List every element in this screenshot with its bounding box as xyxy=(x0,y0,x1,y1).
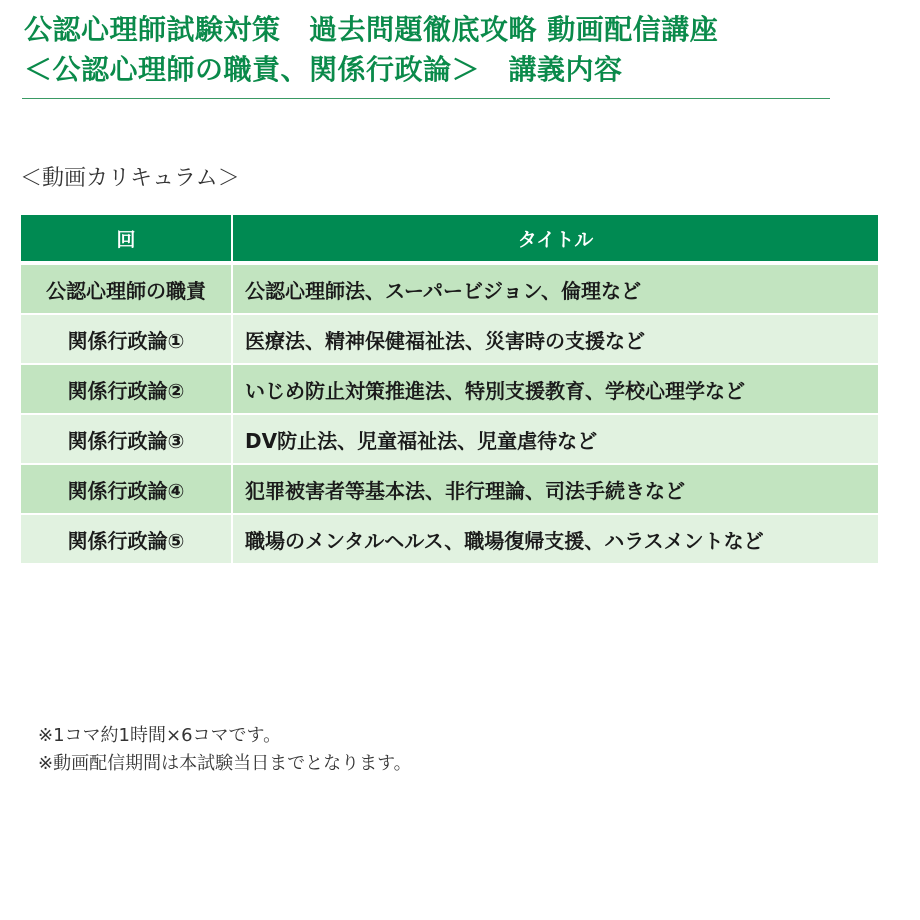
round-cell: 関係行政論② xyxy=(21,365,233,415)
table-row xyxy=(21,315,878,365)
title-line-course: 公認心理師試験対策 過去問題徹底攻略 動画配信講座 xyxy=(24,13,719,46)
round-cell: 公認心理師の職責 xyxy=(21,265,233,315)
round-cell: 関係行政論③ xyxy=(21,415,233,465)
table-row xyxy=(21,465,878,515)
title-line-subject: ＜公認心理師の職責、関係行政論＞ 講義内容 xyxy=(24,53,623,86)
footnote-streaming-period: ※動画配信期間は本試験当日までとなります。 xyxy=(38,753,412,774)
round-cell: 関係行政論① xyxy=(21,315,233,365)
topic-cell: 医療法、精神保健福祉法、災害時の支援など xyxy=(233,315,878,365)
column-header-round: 回 xyxy=(21,215,233,265)
curriculum-heading: ＜動画カリキュラム＞ xyxy=(20,166,240,191)
topic-cell: DV防止法、児童福祉法、児童虐待など xyxy=(233,415,878,465)
table-header-row xyxy=(21,215,878,265)
title-divider xyxy=(22,98,830,99)
column-header-title: タイトル xyxy=(233,215,878,265)
footnote-session-count: ※1コマ約1時間×6コマです。 xyxy=(38,725,282,746)
round-cell: 関係行政論④ xyxy=(21,465,233,515)
topic-cell: 公認心理師法、スーパービジョン、倫理など xyxy=(233,265,878,315)
topic-cell: いじめ防止対策推進法、特別支援教育、学校心理学など xyxy=(233,365,878,415)
table-row xyxy=(21,415,878,465)
topic-cell: 職場のメンタルヘルス、職場復帰支援、ハラスメントなど xyxy=(233,515,878,565)
topic-cell: 犯罪被害者等基本法、非行理論、司法手続きなど xyxy=(233,465,878,515)
curriculum-table xyxy=(21,215,878,565)
footnotes xyxy=(38,722,412,778)
table-row xyxy=(21,515,878,565)
table-row xyxy=(21,265,878,315)
round-cell: 関係行政論⑤ xyxy=(21,515,233,565)
table-row xyxy=(21,365,878,415)
page-title xyxy=(24,10,844,90)
